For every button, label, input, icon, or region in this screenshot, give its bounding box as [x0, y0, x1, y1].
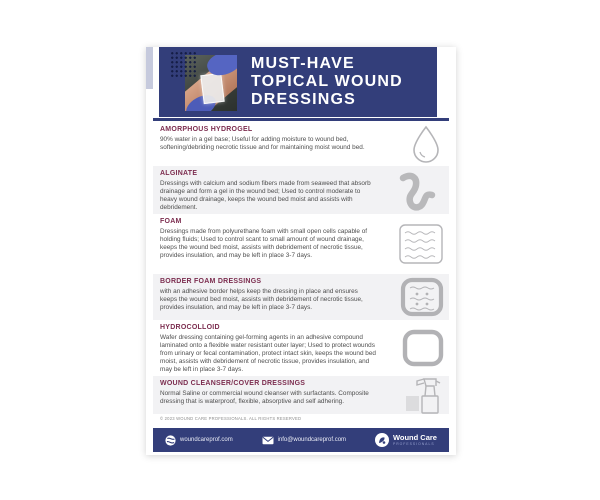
- hydrocolloid-wafer-icon: [402, 329, 444, 367]
- footer-bar: [153, 428, 449, 452]
- envelope-icon: [262, 436, 274, 445]
- logo-name: Wound Care: [392, 432, 437, 442]
- foam-pad-icon: [398, 223, 444, 265]
- section-amorphous-hydrogel: [153, 122, 449, 166]
- photo-dressing-pad: [200, 73, 224, 104]
- wound-care-logo-text: [393, 434, 437, 446]
- poster-title-line2: TOPICAL WOUND: [251, 73, 403, 90]
- section-body: Dressings with calcium and sodium fibers made from seaweed that absorb drainage and form a gel in the wound bed; Used to control moderate to heavy wound drainage, keeps the wound bed moist and assists with debridement.: [160, 179, 371, 211]
- spray-bottle-icon: [404, 374, 444, 416]
- footer-website: [165, 435, 233, 446]
- dot-grid-decoration: [170, 51, 197, 78]
- poster-title-line3: DRESSINGS: [251, 91, 357, 108]
- section-title: HYDROCOLLOID: [160, 324, 220, 331]
- section-wound-cleanser: [153, 376, 449, 414]
- section-title: BORDER FOAM DRESSINGS: [160, 278, 262, 285]
- section-body: Dressings made from polyurethane foam with small open cells capable of holding fluids; Used to control scant to small amount of wound drainage, keeps the wound bed moist, assists with debridement of necrotic tissue, provides insulation, and may be left in place 3-7 days.: [160, 227, 368, 259]
- poster-title: [251, 55, 403, 109]
- section-alginate: [153, 166, 449, 214]
- poster-title-line1: MUST-HAVE: [251, 55, 355, 72]
- section-title: FOAM: [160, 218, 182, 225]
- section-title: AMORPHOUS HYDROGEL: [160, 126, 253, 133]
- globe-icon: [165, 435, 176, 446]
- seaweed-squiggle-icon: [398, 169, 444, 211]
- logo-subtitle: PROFESSIONALS: [392, 441, 435, 446]
- corner-accent-strip: [146, 47, 153, 89]
- section-body: Normal Saline or commercial wound cleanser with surfactants. Composite dressing that is waterproof, flexible, absorptive and self adhering.: [160, 389, 369, 405]
- section-list: [153, 122, 449, 414]
- wound-care-logo-icon: [375, 433, 389, 447]
- wound-dressings-poster: [146, 47, 456, 455]
- header-divider-bar: [153, 118, 449, 121]
- footer-email: [262, 436, 346, 445]
- border-foam-pad-icon: [400, 277, 444, 317]
- footer-website-text: woundcareprof.com: [180, 437, 233, 443]
- section-body: Wafer dressing containing gel-forming agents in an adhesive compound laminated onto a flexible water resistant outer layer; Used to protect wounds from urinary or fecal contamination, protect intact skin, keeps the wound bed moist, assists with debridement of necrotic tissue, provides insulation, and may be left in place 3-7 days.: [160, 333, 376, 373]
- section-body: 90% water in a gel base; Useful for adding moisture to wound bed, softening/debriding necrotic tissue and for maintaining moist wound bed.: [160, 135, 365, 151]
- copyright-text: © 2023 WOUND CARE PROFESSIONALS. ALL RIGHTS RESERVED: [160, 416, 302, 421]
- section-foam: [153, 214, 449, 274]
- footer-email-text: info@woundcareprof.com: [277, 437, 347, 443]
- section-hydrocolloid: [153, 320, 449, 376]
- poster-header: [159, 47, 437, 117]
- wound-care-logo: [375, 433, 437, 447]
- section-body: with an adhesive border helps keep the dressing in place and ensures keeps the wound bed moist, assists with debridement of necrotic tissue, provides insulation, and may be left in place 3-7 days.: [160, 287, 363, 311]
- section-title: ALGINATE: [160, 170, 198, 177]
- section-title: WOUND CLEANSER/COVER DRESSINGS: [160, 380, 306, 387]
- water-drop-icon: [408, 124, 444, 164]
- section-border-foam: [153, 274, 449, 320]
